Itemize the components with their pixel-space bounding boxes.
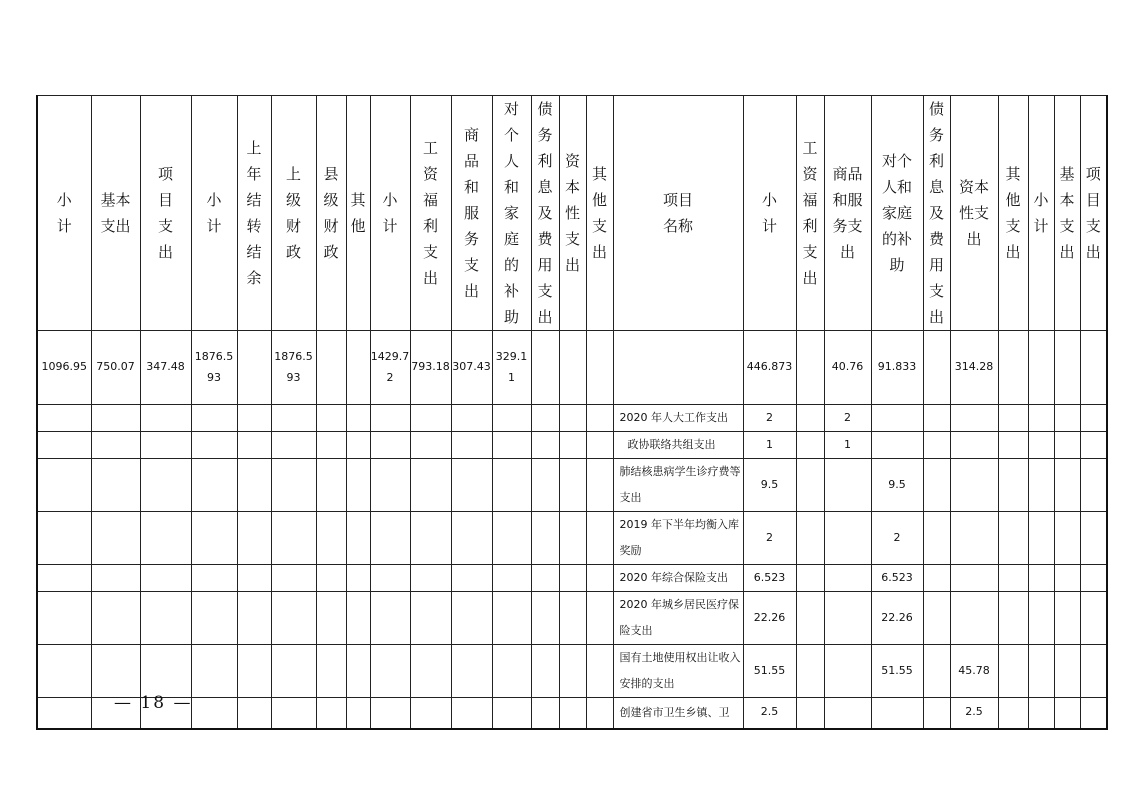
subtotal-cell: 6.523 [743,565,796,592]
table-row [37,565,1107,592]
summary-cell [559,331,586,405]
header-cell: 上 级 财 政 [271,96,316,331]
header-cell: 项 目 支 出 [1080,96,1107,331]
summary-cell: 329.11 [492,331,531,405]
header-cell: 基本 支出 [91,96,140,331]
goods-services-cell: 1 [824,432,871,459]
project-name: 2020 年城乡居民医疗保险支出 [613,592,743,645]
header-cell: 其 他 支 出 [998,96,1028,331]
summary-cell: 1429.72 [370,331,410,405]
subtotal-cell: 22.26 [743,592,796,645]
summary-cell [316,331,346,405]
subtotal-cell: 1 [743,432,796,459]
capital-cell [950,459,998,512]
goods-services-cell: 2 [824,405,871,432]
summary-cell: 307.43 [451,331,492,405]
summary-cell: 347.48 [140,331,191,405]
summary-cell: 750.07 [91,331,140,405]
summary-cell [1028,331,1054,405]
summary-cell: 446.873 [743,331,796,405]
goods-services-cell [824,512,871,565]
summary-cell [1080,331,1107,405]
header-cell: 基 本 支 出 [1054,96,1080,331]
family-subsidy-cell: 6.523 [871,565,923,592]
capital-cell [950,592,998,645]
summary-cell [237,331,271,405]
family-subsidy-cell [871,405,923,432]
project-name: 创建省市卫生乡镇、卫 [613,698,743,729]
table-body [37,96,1107,729]
header-cell: 小 计 [37,96,91,331]
header-cell: 上 年 结 转 结 余 [237,96,271,331]
goods-services-cell [824,459,871,512]
table-row [37,405,1107,432]
family-subsidy-cell [871,698,923,729]
header-cell: 其 他 [346,96,370,331]
table-row [37,459,1107,512]
header-cell: 小 计 [743,96,796,331]
summary-cell: 314.28 [950,331,998,405]
family-subsidy-cell [871,432,923,459]
header-cell: 对 个 人 和 家 庭 的 补 助 [492,96,531,331]
table-row [37,645,1107,698]
summary-cell: 1876.593 [271,331,316,405]
capital-cell [950,432,998,459]
header-cell: 小 计 [370,96,410,331]
header-cell: 小 计 [191,96,237,331]
summary-cell [998,331,1028,405]
header-cell: 其 他 支 出 [586,96,613,331]
summary-cell [923,331,950,405]
goods-services-cell [824,645,871,698]
family-subsidy-cell: 9.5 [871,459,923,512]
header-cell: 工 资 福 利 支 出 [410,96,451,331]
header-cell: 工 资 福 利 支 出 [796,96,824,331]
page-number: — 18 — [114,693,193,713]
project-name: 国有土地使用权出让收入安排的支出 [613,645,743,698]
header-cell: 商品 和服 务支 出 [824,96,871,331]
capital-cell [950,405,998,432]
project-name: 政协联络共组支出 [613,432,743,459]
summary-cell: 1876.593 [191,331,237,405]
summary-cell: 793.18 [410,331,451,405]
table-row [37,592,1107,645]
summary-cell [586,331,613,405]
summary-row [37,331,1107,405]
summary-cell [796,331,824,405]
family-subsidy-cell: 51.55 [871,645,923,698]
goods-services-cell [824,565,871,592]
capital-cell [950,565,998,592]
project-name: 2020 年人大工作支出 [613,405,743,432]
header-cell: 商 品 和 服 务 支 出 [451,96,492,331]
header-cell: 资本 性支 出 [950,96,998,331]
summary-cell: 1096.95 [37,331,91,405]
header-cell: 小 计 [1028,96,1054,331]
summary-cell [613,331,743,405]
table-row [37,698,1107,729]
subtotal-cell: 2 [743,512,796,565]
family-subsidy-cell: 22.26 [871,592,923,645]
goods-services-cell [824,698,871,729]
subtotal-cell: 9.5 [743,459,796,512]
summary-cell: 40.76 [824,331,871,405]
table-row [37,512,1107,565]
summary-cell [346,331,370,405]
goods-services-cell [824,592,871,645]
header-row [37,96,1107,331]
summary-cell [1054,331,1080,405]
budget-table [36,95,1108,730]
header-cell: 对个 人和 家庭 的补 助 [871,96,923,331]
header-cell: 县 级 财 政 [316,96,346,331]
project-name: 肺结核患病学生诊疗费等支出 [613,459,743,512]
header-cell: 项 目 支 出 [140,96,191,331]
project-name: 2020 年综合保险支出 [613,565,743,592]
header-cell: 债 务 利 息 及 费 用 支 出 [923,96,950,331]
table-row [37,432,1107,459]
capital-cell: 45.78 [950,645,998,698]
summary-cell [531,331,559,405]
header-cell: 资 本 性 支 出 [559,96,586,331]
header-cell: 债 务 利 息 及 费 用 支 出 [531,96,559,331]
header-cell: 项目 名称 [613,96,743,331]
subtotal-cell: 2 [743,405,796,432]
project-name: 2019 年下半年均衡入库奖励 [613,512,743,565]
family-subsidy-cell: 2 [871,512,923,565]
subtotal-cell: 2.5 [743,698,796,729]
capital-cell [950,512,998,565]
capital-cell: 2.5 [950,698,998,729]
subtotal-cell: 51.55 [743,645,796,698]
summary-cell: 91.833 [871,331,923,405]
